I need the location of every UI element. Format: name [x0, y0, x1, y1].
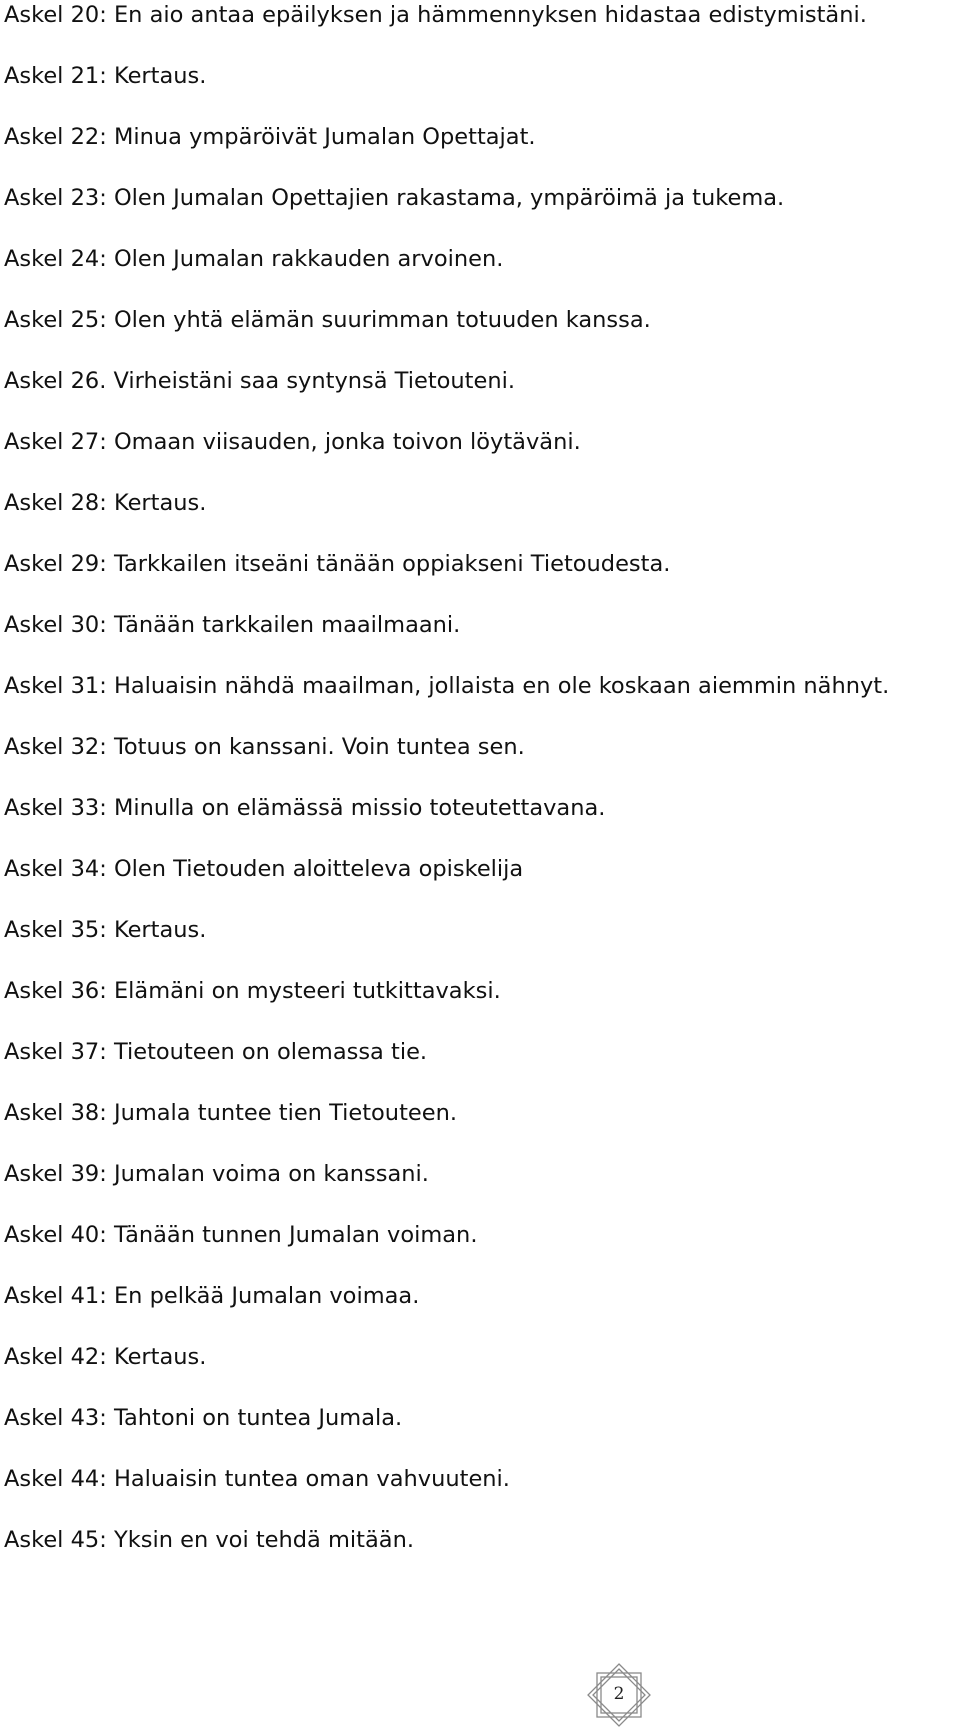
step-line: Askel 33: Minulla on elämässä missio toteutettavana. [4, 795, 606, 821]
step-line: Askel 35: Kertaus. [4, 917, 207, 943]
step-line: Askel 38: Jumala tuntee tien Tietouteen. [4, 1100, 457, 1126]
step-line: Askel 37: Tietouteen on olemassa tie. [4, 1039, 428, 1065]
step-line: Askel 36: Elämäni on mysteeri tutkittavaksi. [4, 978, 501, 1004]
page-footer [582, 1662, 656, 1728]
step-line: Askel 27: Omaan viisauden, jonka toivon löytäväni. [4, 429, 581, 455]
page-number: 2 [613, 1684, 625, 1704]
step-line: Askel 34: Olen Tietouden aloitteleva opiskelija [4, 856, 524, 882]
step-line: Askel 45: Yksin en voi tehdä mitään. [4, 1527, 414, 1553]
step-line: Askel 28: Kertaus. [4, 490, 207, 516]
step-list [4, 0, 954, 1586]
step-line: Askel 25: Olen yhtä elämän suurimman totuuden kanssa. [4, 307, 651, 333]
step-line: Askel 41: En pelkää Jumalan voimaa. [4, 1283, 420, 1309]
step-line: Askel 40: Tänään tunnen Jumalan voiman. [4, 1222, 478, 1248]
step-line: Askel 31: Haluaisin nähdä maailman, jollaista en ole koskaan aiemmin nähnyt. [4, 673, 890, 699]
step-line: Askel 30: Tänään tarkkailen maailmaani. [4, 612, 461, 638]
step-line: Askel 22: Minua ympäröivät Jumalan Opettajat. [4, 124, 536, 150]
step-line: Askel 39: Jumalan voima on kanssani. [4, 1161, 429, 1187]
step-line: Askel 43: Tahtoni on tuntea Jumala. [4, 1405, 403, 1431]
step-line: Askel 29: Tarkkailen itseäni tänään oppiakseni Tietoudesta. [4, 551, 671, 577]
step-line: Askel 42: Kertaus. [4, 1344, 207, 1370]
step-line: Askel 20: En aio antaa epäilyksen ja hämmennyksen hidastaa edistymistäni. [4, 2, 867, 28]
step-line: Askel 24: Olen Jumalan rakkauden arvoinen. [4, 246, 504, 272]
step-line: Askel 26. Virheistäni saa syntynsä Tietouteni. [4, 368, 516, 394]
step-line: Askel 32: Totuus on kanssani. Voin tuntea sen. [4, 734, 525, 760]
step-line: Askel 44: Haluaisin tuntea oman vahvuuteni. [4, 1466, 510, 1492]
step-line: Askel 23: Olen Jumalan Opettajien rakastama, ympäröimä ja tukema. [4, 185, 785, 211]
step-line: Askel 21: Kertaus. [4, 63, 207, 89]
